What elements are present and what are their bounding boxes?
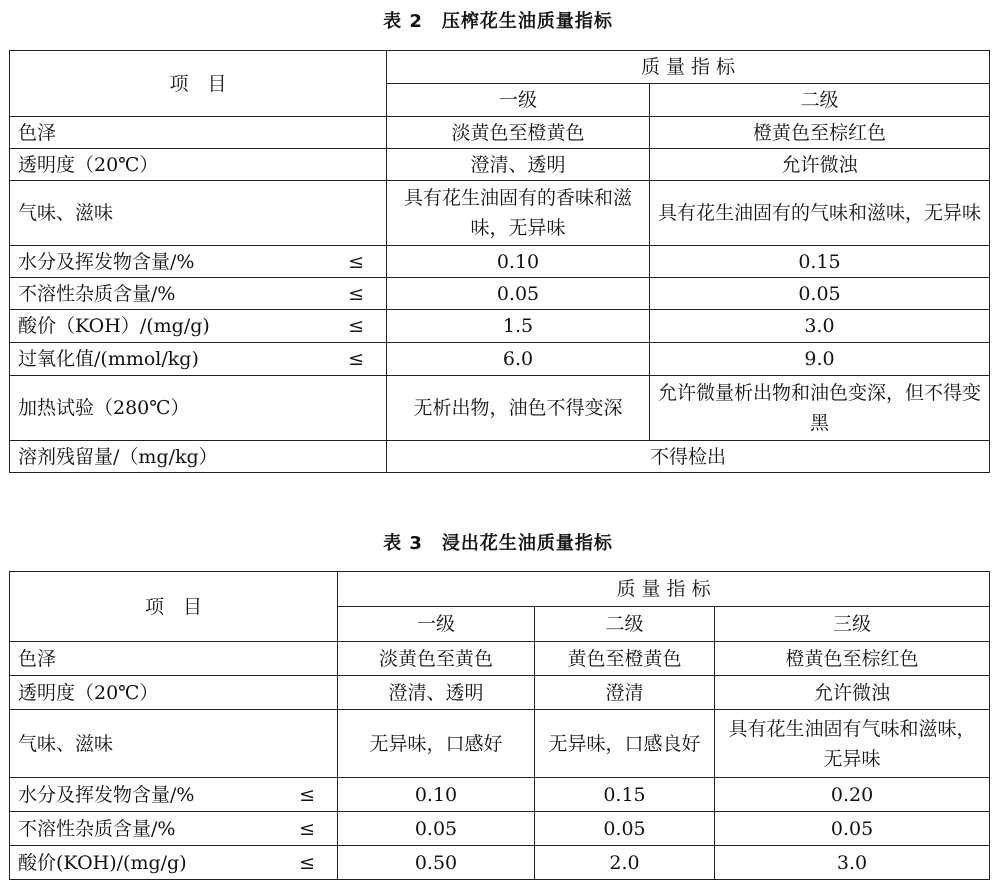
table2-row-item: 不溶性杂质含量/% ≤ xyxy=(10,278,387,310)
table2-header-grade-1: 一级 xyxy=(387,84,650,117)
table3-header-grade-2: 二级 xyxy=(535,607,715,642)
table2-row-item: 气味、滋味 xyxy=(10,181,387,246)
table2-cell: 具有花生油固有的气味和滋味，无异味 xyxy=(650,181,990,246)
table2-header-item: 项 目 xyxy=(10,51,387,117)
table3-cell: 0.10 xyxy=(338,778,535,812)
table3-cell: 允许微浊 xyxy=(715,676,990,710)
table2-row-item: 色泽 xyxy=(10,117,387,149)
table2-header-grade-2: 二级 xyxy=(650,84,990,117)
table2-cell: 澄清、透明 xyxy=(387,149,650,181)
table3-cell: 无异味，口感好 xyxy=(338,710,535,778)
table2-cell: 具有花生油固有的香味和滋味，无异味 xyxy=(387,181,650,246)
table3-cell: 具有花生油固有气味和滋味，无异味 xyxy=(715,710,990,778)
table2-cell: 允许微浊 xyxy=(650,149,990,181)
table3-row-item: 不溶性杂质含量/% ≤ xyxy=(10,812,338,846)
table2-solvent-item: 溶剂残留量/（mg/kg） xyxy=(10,441,387,473)
table2-cell: 3.0 xyxy=(650,310,990,343)
table3-header-grade-1: 一级 xyxy=(338,607,535,642)
table3-cell: 0.20 xyxy=(715,778,990,812)
table3-cell: 无异味，口感良好 xyxy=(535,710,715,778)
table2-row-item: 过氧化值/(mmol/kg) ≤ xyxy=(10,343,387,376)
table2-header-quality: 质 量 指 标 xyxy=(387,51,990,84)
table3-row-item: 酸价(KOH)/(mg/g) ≤ xyxy=(10,846,338,880)
table3-cell: 0.05 xyxy=(535,812,715,846)
table3-cell: 2.0 xyxy=(535,846,715,880)
table2-row-item: 加热试验（280℃） xyxy=(10,376,387,441)
table2-cell: 0.10 xyxy=(387,246,650,278)
table2-title: 表 2 压榨花生油质量指标 xyxy=(383,11,613,32)
table3-cell: 3.0 xyxy=(715,846,990,880)
table3-cell: 澄清、透明 xyxy=(338,676,535,710)
table3-row-item: 透明度（20℃） xyxy=(10,676,338,710)
table2-row-item: 透明度（20℃） xyxy=(10,149,387,181)
table2-row-item: 水分及挥发物含量/% ≤ xyxy=(10,246,387,278)
table3-cell: 0.05 xyxy=(715,812,990,846)
table3-row-item: 气味、滋味 xyxy=(10,710,338,778)
table3-header-grade-3: 三级 xyxy=(715,607,990,642)
table2-cell: 1.5 xyxy=(387,310,650,343)
table2 xyxy=(9,50,990,473)
table2-cell: 允许微量析出物和油色变深，但不得变黑 xyxy=(650,376,990,441)
table2-row-item: 酸价（KOH）/(mg/g) ≤ xyxy=(10,310,387,343)
table3-cell: 澄清 xyxy=(535,676,715,710)
table2-cell: 6.0 xyxy=(387,343,650,376)
table3-header-item: 项 目 xyxy=(10,572,338,642)
table3-cell: 0.05 xyxy=(338,812,535,846)
table3-row-item: 水分及挥发物含量/% ≤ xyxy=(10,778,338,812)
table3-title: 表 3 浸出花生油质量指标 xyxy=(383,533,613,554)
table2-cell: 无析出物，油色不得变深 xyxy=(387,376,650,441)
table2-cell: 0.15 xyxy=(650,246,990,278)
table3-cell: 黄色至橙黄色 xyxy=(535,642,715,676)
table2-cell: 9.0 xyxy=(650,343,990,376)
table2-cell: 0.05 xyxy=(387,278,650,310)
table3-cell: 橙黄色至棕红色 xyxy=(715,642,990,676)
table3-row-item: 色泽 xyxy=(10,642,338,676)
table2-cell: 0.05 xyxy=(650,278,990,310)
table3-cell: 0.15 xyxy=(535,778,715,812)
table2-cell: 淡黄色至橙黄色 xyxy=(387,117,650,149)
table2-solvent-value: 不得检出 xyxy=(387,441,990,473)
table3-header-quality: 质 量 指 标 xyxy=(338,572,990,607)
table3-cell: 0.50 xyxy=(338,846,535,880)
table2-cell: 橙黄色至棕红色 xyxy=(650,117,990,149)
table3-cell: 淡黄色至黄色 xyxy=(338,642,535,676)
table3 xyxy=(9,571,990,880)
